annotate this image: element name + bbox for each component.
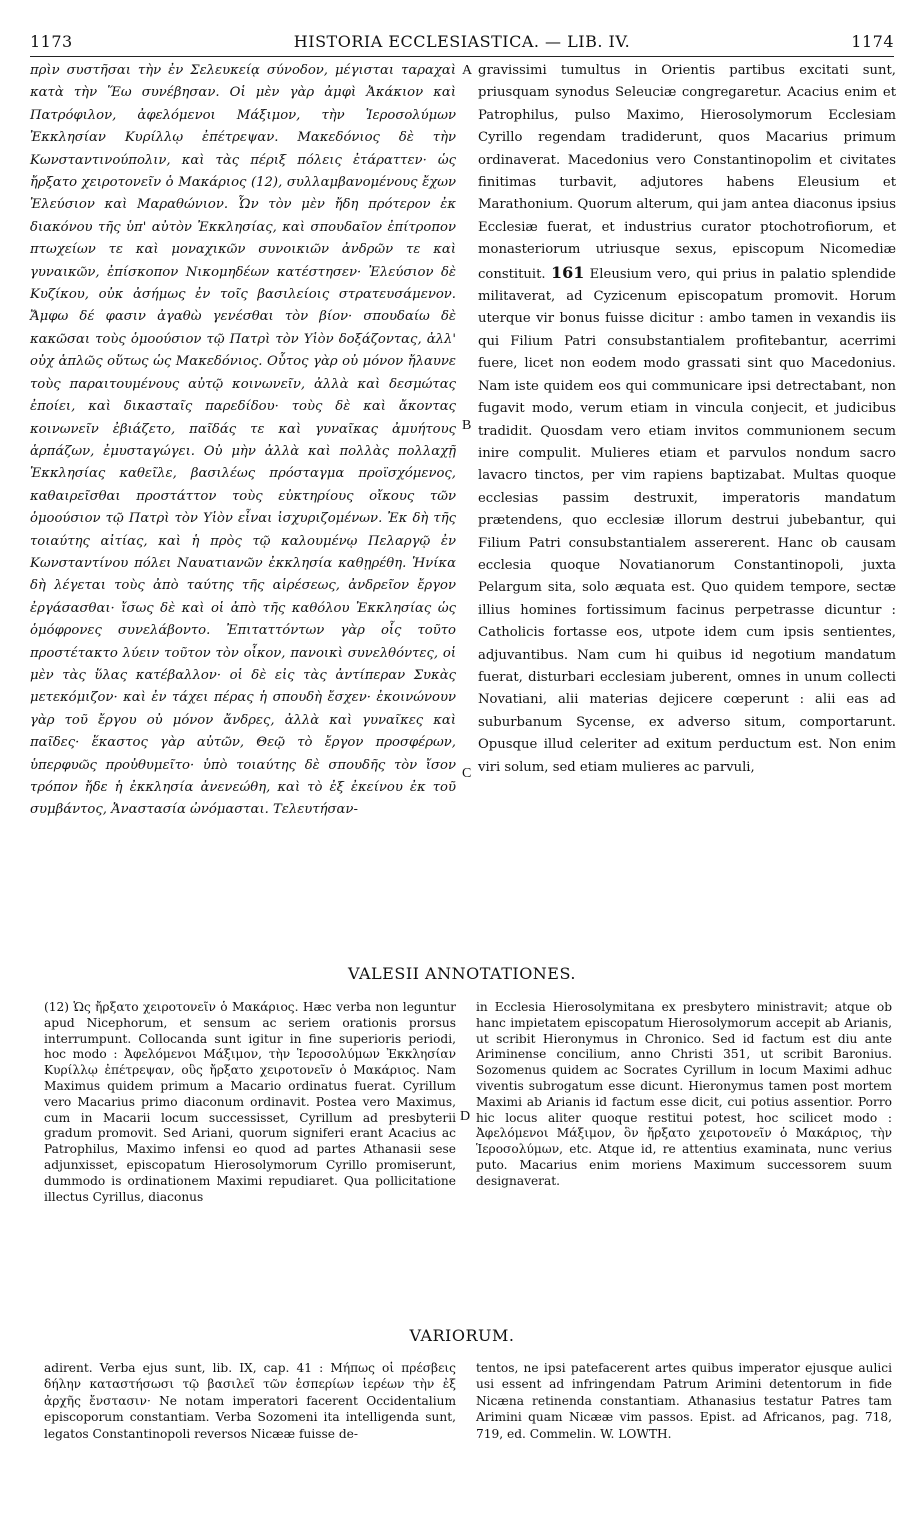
margin-marker-b: B [462, 418, 472, 433]
page-number-left: 1173 [30, 32, 73, 51]
latin-text [478, 60, 896, 779]
running-title: HISTORIA ECCLESIASTICA. — LIB. IV. [293, 32, 631, 51]
margin-marker-c: C [462, 766, 472, 781]
variorum-left-column [44, 1360, 456, 1442]
margin-marker-a: A [462, 63, 473, 78]
header-rule [30, 56, 894, 57]
greek-column [30, 60, 456, 822]
variorum-text-right: tentos, ne ipsi patefacerent artes quibus imperator ejusque aulici usi essent ad infringendam Patrum Arimini detentorum in fide Nicæna retinenda constantiam. Athanasius testatur Patres tam Arimini quam Nicææ vim passos. Epist. ad Africanos, pag. 718, 719, ed. Commelin. W. LOWTH. [476, 1361, 892, 1441]
column-number-161: 161 [550, 262, 585, 282]
annotations-left-column [44, 1000, 456, 1205]
variorum-text-left: adirent. Verba ejus sunt, lib. IX, cap. 41 : Μήπως οἱ πρέσβεις δήλην καταστήσωσι τῷ βασιλεῖ τῶν ἑσπερίων ἱερέων τὴν ἐξ ἀρχῆς ἔνστασιν· Ne notam imperatori facerent Occidentalium episcoporum constantiam. Verba Sozomeni ita intelligenda sunt, legatos Constantinopoli reversos Nicææ fuisse de- [44, 1361, 456, 1441]
annotation-text-left: (12) Ὡς ἤρξατο χειροτονεῖν ὁ Μακάριος. Hæc verba non leguntur apud Nicephorum, et sensum ac seriem orationis prorsus interrumpunt. Collocanda sunt igitur in fine superioris periodi, hoc modo : Ἀφελόμενοι Μάξιμον, τὴν Ἱεροσολύμων Ἐκκλησίαν Κυρίλλῳ ἐπέτρεψαν, οὓς ἤρξατο χειροτονεῖν ὁ Μακάριος. Nam Maximus quidem primum a Macario ordinatus fuerat. Cyrillum vero Macarius primo diaconum ordinavit. Postea vero Maximus, cum in Macarii locum successisset, Cyrillum ad presbyterii gradum promovit. Sed Ariani, quorum signiferi erant Acacius ac Patrophilus, Maximo infensi eo quod ad partes Athanasii sese adjunxisset, episcopatum Hierosolymorum Cyrillo promiserunt, dummodo is ordinationem Maximi repudiaret. Qua pollicitatione illectus Cyrillus, diaconus [44, 1000, 456, 1204]
latin-text-part-2: Eleusium vero, qui prius in palatio splendide militaverat, ad Cyzicenum episcopatum promovit. Horum uterque vir bonus fuisse dicitur : ambo tamen in vexandis iis qui Filium Patri consubstantialem profitebantur, acerrimi fuere, licet non eodem modo grassati sint quo Macedonius. Nam iste quidem eos qui communicare ipsi detrectabant, non fugavit modo, verum etiam in vincula conjecit, et judicibus tradidit. Quosdam vero etiam invitos communionem secum inire compulit. Mulieres etiam et parvulos nondum sacro lavacro tinctos, per vim rapiens baptizabat. Multas quoque ecclesias passim destruxit, imperatoris mandatum prætendens, quo ecclesiæ illorum destrui jubebantur, qui Filium Patri consubstantialem assererent. Hanc ob causam ecclesia quoque Novatianorum Constantinopoli, juxta Pelargum sita, solo æquata est. Quo quidem tempore, sectæ illius homines fortissimum facinus perpetrasse dicuntur : Catholicis fortasse eos, utpote idem cum ipsis sentientes, adjuvantibus. Nam cum hi quibus id negotium mandatum fuerat, disturbari ecclesiam juberent, omnes in unum collecti Novatiani, alii materias dejicere cœperunt : alii eas ad suburbanum Sycense, ex adverso situm, comportarunt. Opusque illud celeriter ad exitum perductum est. Non enim viri solum, sed etiam mulieres ac parvuli, [478, 266, 896, 775]
annotations-title: VALESII ANNOTATIONES. [348, 964, 576, 983]
variorum-right-column [476, 1360, 892, 1442]
variorum-title: VARIORUM. [409, 1326, 515, 1345]
margin-marker-d: D [460, 1109, 471, 1124]
latin-text-part-1: gravissimi tumultus in Orientis partibus excitati sunt, priusquam synodus Seleuciæ congregaretur. Acacius enim et Patrophilus, pulso Maximo, Hierosolymorum Ecclesiam Cyrillo regendam tradiderunt, quos Macarius primum ordinaverat. Macedonius vero Constantinopolim et civitates finitimas turbavit, adjutores habens Eleusium et Marathonium. Quorum alterum, qui jam antea diaconus ipsius Ecclesiæ fuerat, et industrius curator ptochotrofiorum, et monasteriorum utriusque sexus, episcopum Nicomediæ constituit. [478, 63, 896, 282]
annotation-text-right: in Ecclesia Hierosolymitana ex presbytero ministravit; atque ob hanc impietatem episcopatum Hierosolymorum accepit ab Arianis, ut scribit Hieronymus in Chronico. Sed id factum est diu ante Ariminense concilium, anno Christi 351, ut scribit Baronius. Sozomenus quidem ac Socrates Cyrillum in locum Maximi adhuc viventis subrogatum esse dicunt. Hieronymus tamen post mortem Maximi ab Arianis id factum esse dicit, cui potius assentior. Porro hic locus aliter quoque restitui potest, hoc scilicet modo : Ἀφελόμενοι Μάξιμον, ὃν ἤρξατο χειροτονεῖν ὁ Μακάριος, τὴν Ἱεροσολύμων, etc. Atque id, re attentius examinata, nunc verius puto. Macarius enim moriens Maximum successorem suum designaverat. [476, 1000, 892, 1188]
latin-column [478, 60, 896, 779]
page-number-right: 1174 [851, 32, 894, 51]
annotations-right-column [476, 1000, 892, 1190]
page-header [30, 32, 894, 56]
greek-text: πρὶν συστῆσαι τὴν ἐν Σελευκείᾳ σύνοδον, μέγισται ταραχαὶ κατὰ τὴν Ἕω συνέβησαν. Οἱ μὲν γὰρ ἀμφὶ Ἀκάκιον καὶ Πατρόφιλον, ἀφελόμενοι Μάξιμον, τὴν Ἱεροσολύμων Ἐκκλησίαν Κυρίλλῳ ἐπέτρεψαν. Μακεδόνιος δὲ τὴν Κωνσταντινούπολιν, καὶ τὰς πέριξ πόλεις ἐτάραττεν· ὡς ἤρξατο χειροτονεῖν ὁ Μακάριος (12), συλλαμβανομένους ἔχων Ἐλεύσιον καὶ Μαραθώνιον. Ὧν τὸν μὲν ἤδη πρότερον ἐκ διακόνου τῆς ὑπ' αὐτὸν Ἐκκλησίας, καὶ σπουδαῖον ἐπίτροπον πτωχείων τε καὶ μοναχικῶν συνοικιῶν ἀνδρῶν τε καὶ γυναικῶν, ἐπίσκοπον Νικομηδέων κατέστησεν· Ἐλεύσιον δὲ Κυζίκου, οὐκ ἀσήμως ἐν τοῖς βασιλείοις στρατευσάμενον. Ἄμφω δέ φασιν ἀγαθὼ γενέσθαι τὸν βίον· σπουδαίω δὲ κακῶσαι τοὺς ὁμοούσιον τῷ Πατρὶ τὸν Υἱὸν δοξάζοντας, ἀλλ' οὐχ ἁπλῶς οὕτως ὡς Μακεδόνιος. Οὗτος γὰρ οὐ μόνον ἤλαυνε τοὺς παραιτουμένους αὐτῷ κοινωνεῖν, ἀλλὰ καὶ δεσμώτας ἐποίει, καὶ δικασταῖς παρεδίδου· τοὺς δὲ καὶ ἄκοντας κοινωνεῖν ἐβιάζετο, παῖδάς τε καὶ γυναῖκας ἀμυήτους ἁρπάζων, ἐμυσταγώγει. Οὐ μὴν ἀλλὰ καὶ πολλὰς πολλαχῇ Ἐκκλησίας καθεῖλε, βασιλέως πρόσταγμα προϊσχόμενος, καθαιρεῖσθαι προστάττον τοὺς εὐκτηρίους οἴκους τῶν ὁμοούσιον τῷ Πατρὶ τὸν Υἱὸν εἶναι ἰσχυριζομένων. Ἐκ δὴ τῆς τοιαύτης αἰτίας, καὶ ἡ πρὸς τῷ καλουμένῳ Πελαργῷ ἐν Κωνσταντίνου πόλει Ναυατιανῶν ἐκκλησία καθῃρέθη. Ἡνίκα δὴ λέγεται τοὺς ἀπὸ ταύτης τῆς αἱρέσεως, ἀνδρεῖον ἔργον ἐργάσασθαι· ἴσως δὲ καὶ οἱ ἀπὸ τῆς καθόλου Ἐκκλησίας ὡς ὁμόφρονες συνελάβοντο. Ἐπιταττόντων γὰρ οἷς τοῦτο προστέτακτο λύειν τοῦτον τὸν οἶκον, πανοικὶ συνελθόντες, οἱ μὲν τὰς ὕλας κατέβαλλον· οἱ δὲ εἰς τὰς ἀντίπεραν Συκὰς μετεκόμιζον· καὶ ἐν τάχει πέρας ἡ σπουδὴ ἔσχεν· ἐκοινώνουν γὰρ τοῦ ἔργου οὐ μόνον ἄνδρες, ἀλλὰ καὶ γυναῖκες καὶ παῖδες· ἕκαστος γὰρ αὐτῶν, Θεῷ τὸ ἔργον προσφέρων, ὑπερφυῶς προὐθυμεῖτο· ὑπὸ τοιαύτης δὲ σπουδῆς τὸν ἴσον τρόπον ἤδε ἡ ἐκκλησία ἀνενεώθη, καὶ τὸ ἐξ ἐκείνου ἐκ τοῦ συμβάντος, Ἀναστασία ὠνόμασται. Τελευτήσαν- [30, 63, 456, 818]
